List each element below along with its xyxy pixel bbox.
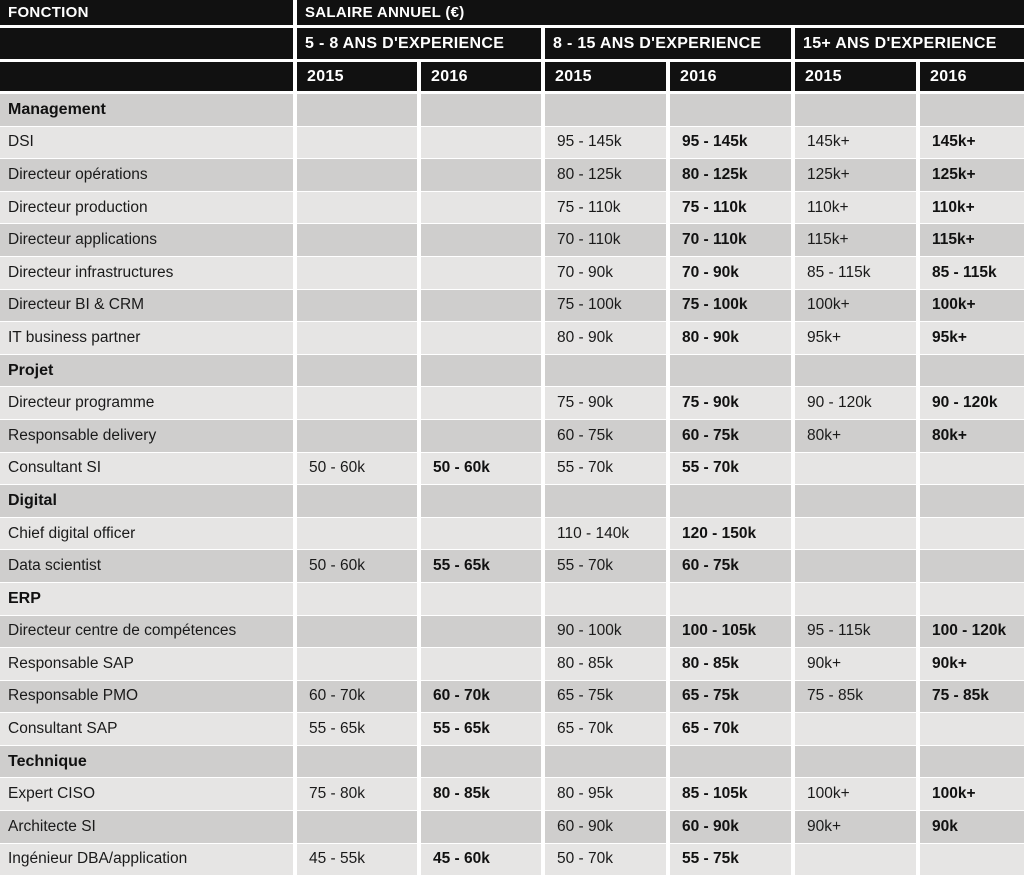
row-label: Responsable delivery	[0, 420, 293, 453]
salary-cell: 50 - 60k	[421, 453, 541, 486]
row-label: Architecte SI	[0, 811, 293, 844]
salary-cell	[297, 224, 417, 257]
salary-cell	[421, 322, 541, 355]
salary-cell: 75 - 100k	[545, 290, 666, 323]
salary-cell: 110k+	[795, 192, 916, 225]
salary-cell: 80 - 85k	[545, 648, 666, 681]
row-label: Responsable SAP	[0, 648, 293, 681]
salary-cell: 80k+	[795, 420, 916, 453]
salary-cell: 65 - 70k	[670, 713, 791, 746]
salary-cell	[795, 355, 916, 388]
salary-cell: 90 - 120k	[920, 387, 1024, 420]
header-group-5-8: 5 - 8 ANS D'EXPERIENCE	[297, 28, 541, 62]
salary-cell	[920, 94, 1024, 127]
salary-cell: 75 - 90k	[545, 387, 666, 420]
salary-cell	[421, 616, 541, 649]
header-group-8-15: 8 - 15 ANS D'EXPERIENCE	[545, 28, 791, 62]
salary-cell	[920, 518, 1024, 551]
salary-cell: 80 - 125k	[670, 159, 791, 192]
salary-cell	[297, 811, 417, 844]
salary-cell: 90 - 120k	[795, 387, 916, 420]
salary-cell	[421, 290, 541, 323]
salary-cell: 80k+	[920, 420, 1024, 453]
salary-cell	[920, 844, 1024, 876]
salary-cell: 80 - 125k	[545, 159, 666, 192]
salary-cell	[297, 746, 417, 779]
salary-cell	[795, 746, 916, 779]
salary-cell	[670, 583, 791, 616]
salary-cell	[421, 192, 541, 225]
salary-cell	[421, 648, 541, 681]
salary-cell: 90k+	[920, 648, 1024, 681]
salary-cell: 80 - 85k	[421, 778, 541, 811]
salary-cell: 120 - 150k	[670, 518, 791, 551]
salary-cell	[297, 583, 417, 616]
salary-cell: 45 - 55k	[297, 844, 417, 876]
salary-cell: 95k+	[795, 322, 916, 355]
salary-cell: 75 - 100k	[670, 290, 791, 323]
row-label: Chief digital officer	[0, 518, 293, 551]
salary-cell	[545, 94, 666, 127]
salary-cell: 70 - 90k	[670, 257, 791, 290]
salary-cell: 50 - 60k	[297, 550, 417, 583]
category-label: Management	[0, 94, 293, 127]
header-blank	[0, 28, 293, 62]
salary-cell	[297, 648, 417, 681]
salary-cell	[920, 713, 1024, 746]
salary-cell	[920, 550, 1024, 583]
salary-cell: 70 - 90k	[545, 257, 666, 290]
salary-cell: 90 - 100k	[545, 616, 666, 649]
salary-cell	[920, 746, 1024, 779]
salary-cell: 65 - 70k	[545, 713, 666, 746]
salary-cell	[297, 387, 417, 420]
salary-cell	[421, 387, 541, 420]
salary-cell: 60 - 70k	[421, 681, 541, 714]
salary-cell: 125k+	[795, 159, 916, 192]
salary-cell: 65 - 75k	[545, 681, 666, 714]
row-label: Expert CISO	[0, 778, 293, 811]
salary-cell	[421, 420, 541, 453]
salary-cell: 90k+	[795, 648, 916, 681]
salary-cell	[545, 746, 666, 779]
salary-cell: 70 - 110k	[545, 224, 666, 257]
salary-cell	[421, 127, 541, 160]
salary-cell: 60 - 75k	[670, 420, 791, 453]
salary-cell: 50 - 60k	[297, 453, 417, 486]
salary-cell	[920, 453, 1024, 486]
header-year: 2016	[421, 62, 541, 94]
salary-cell	[421, 583, 541, 616]
salary-cell: 100k+	[920, 778, 1024, 811]
row-label: Ingénieur DBA/application	[0, 844, 293, 876]
salary-cell	[670, 746, 791, 779]
salary-cell	[297, 159, 417, 192]
category-label: Digital	[0, 485, 293, 518]
salary-cell: 115k+	[920, 224, 1024, 257]
salary-cell: 75 - 110k	[670, 192, 791, 225]
salary-cell	[297, 127, 417, 160]
salary-cell	[795, 844, 916, 876]
salary-cell	[297, 192, 417, 225]
salary-cell: 55 - 65k	[297, 713, 417, 746]
salary-cell: 55 - 65k	[421, 550, 541, 583]
salary-cell	[421, 224, 541, 257]
salary-cell: 55 - 70k	[670, 453, 791, 486]
salary-cell: 75 - 85k	[795, 681, 916, 714]
salary-cell: 85 - 105k	[670, 778, 791, 811]
category-label: ERP	[0, 583, 293, 616]
salary-cell	[920, 355, 1024, 388]
salary-cell	[795, 453, 916, 486]
salary-cell: 90k	[920, 811, 1024, 844]
salary-cell	[670, 485, 791, 518]
salary-cell: 60 - 75k	[670, 550, 791, 583]
salary-cell	[421, 355, 541, 388]
salary-cell	[421, 746, 541, 779]
row-label: DSI	[0, 127, 293, 160]
header-year: 2015	[545, 62, 666, 94]
salary-cell: 100k+	[920, 290, 1024, 323]
header-year: 2016	[920, 62, 1024, 94]
salary-cell	[795, 518, 916, 551]
salary-cell: 55 - 70k	[545, 453, 666, 486]
salary-cell	[297, 355, 417, 388]
salary-cell	[297, 322, 417, 355]
salary-cell	[670, 94, 791, 127]
salary-cell	[795, 485, 916, 518]
salary-cell: 60 - 75k	[545, 420, 666, 453]
salary-cell: 95k+	[920, 322, 1024, 355]
salary-cell	[421, 257, 541, 290]
salary-cell: 95 - 145k	[545, 127, 666, 160]
salary-cell: 95 - 145k	[670, 127, 791, 160]
row-label: Directeur applications	[0, 224, 293, 257]
header-group-15plus: 15+ ANS D'EXPERIENCE	[795, 28, 1024, 62]
salary-cell	[795, 550, 916, 583]
salary-cell: 80 - 95k	[545, 778, 666, 811]
salary-cell: 75 - 110k	[545, 192, 666, 225]
salary-cell: 70 - 110k	[670, 224, 791, 257]
salary-cell: 100k+	[795, 778, 916, 811]
salary-cell	[920, 583, 1024, 616]
salary-cell	[795, 583, 916, 616]
header-salaire: SALAIRE ANNUEL (€)	[297, 0, 1024, 28]
salary-cell: 75 - 85k	[920, 681, 1024, 714]
salary-cell: 145k+	[795, 127, 916, 160]
row-label: Data scientist	[0, 550, 293, 583]
row-label: Directeur centre de compétences	[0, 616, 293, 649]
category-label: Technique	[0, 746, 293, 779]
salary-cell: 100k+	[795, 290, 916, 323]
salary-cell	[297, 94, 417, 127]
salary-cell	[297, 257, 417, 290]
row-label: Directeur production	[0, 192, 293, 225]
header-year: 2015	[795, 62, 916, 94]
salary-cell: 60 - 90k	[545, 811, 666, 844]
salary-cell	[421, 485, 541, 518]
salary-cell: 50 - 70k	[545, 844, 666, 876]
salary-cell	[297, 616, 417, 649]
row-label: Directeur opérations	[0, 159, 293, 192]
row-label: Consultant SI	[0, 453, 293, 486]
salary-cell	[297, 485, 417, 518]
header-fonction: FONCTION	[0, 0, 293, 28]
header-year: 2016	[670, 62, 791, 94]
salary-cell	[421, 518, 541, 551]
salary-cell	[545, 485, 666, 518]
salary-cell: 55 - 70k	[545, 550, 666, 583]
row-label: Directeur BI & CRM	[0, 290, 293, 323]
salary-cell: 85 - 115k	[795, 257, 916, 290]
row-label: Responsable PMO	[0, 681, 293, 714]
salary-cell: 60 - 70k	[297, 681, 417, 714]
salary-cell: 90k+	[795, 811, 916, 844]
salary-cell	[920, 485, 1024, 518]
salary-cell	[795, 713, 916, 746]
salary-cell	[297, 518, 417, 551]
salary-cell: 80 - 90k	[670, 322, 791, 355]
salary-cell: 65 - 75k	[670, 681, 791, 714]
salary-cell	[421, 811, 541, 844]
salary-cell: 80 - 90k	[545, 322, 666, 355]
row-label: Directeur infrastructures	[0, 257, 293, 290]
salary-cell: 110 - 140k	[545, 518, 666, 551]
salary-cell	[297, 290, 417, 323]
salary-cell	[795, 94, 916, 127]
salary-cell: 85 - 115k	[920, 257, 1024, 290]
salary-cell: 110k+	[920, 192, 1024, 225]
salary-cell: 95 - 115k	[795, 616, 916, 649]
category-label: Projet	[0, 355, 293, 388]
salary-cell	[545, 583, 666, 616]
salary-cell: 100 - 120k	[920, 616, 1024, 649]
row-label: Consultant SAP	[0, 713, 293, 746]
salary-cell	[421, 94, 541, 127]
row-label: IT business partner	[0, 322, 293, 355]
salary-cell: 145k+	[920, 127, 1024, 160]
salary-cell: 55 - 75k	[670, 844, 791, 876]
salary-cell: 75 - 80k	[297, 778, 417, 811]
salary-cell	[670, 355, 791, 388]
salary-cell: 115k+	[795, 224, 916, 257]
salary-cell	[421, 159, 541, 192]
salary-cell: 60 - 90k	[670, 811, 791, 844]
salary-cell	[297, 420, 417, 453]
header-blank-year	[0, 62, 293, 94]
salary-cell: 75 - 90k	[670, 387, 791, 420]
salary-cell	[545, 355, 666, 388]
salary-cell: 45 - 60k	[421, 844, 541, 876]
salary-cell: 125k+	[920, 159, 1024, 192]
salary-cell: 55 - 65k	[421, 713, 541, 746]
salary-cell: 80 - 85k	[670, 648, 791, 681]
salary-cell: 100 - 105k	[670, 616, 791, 649]
header-year: 2015	[297, 62, 417, 94]
row-label: Directeur programme	[0, 387, 293, 420]
